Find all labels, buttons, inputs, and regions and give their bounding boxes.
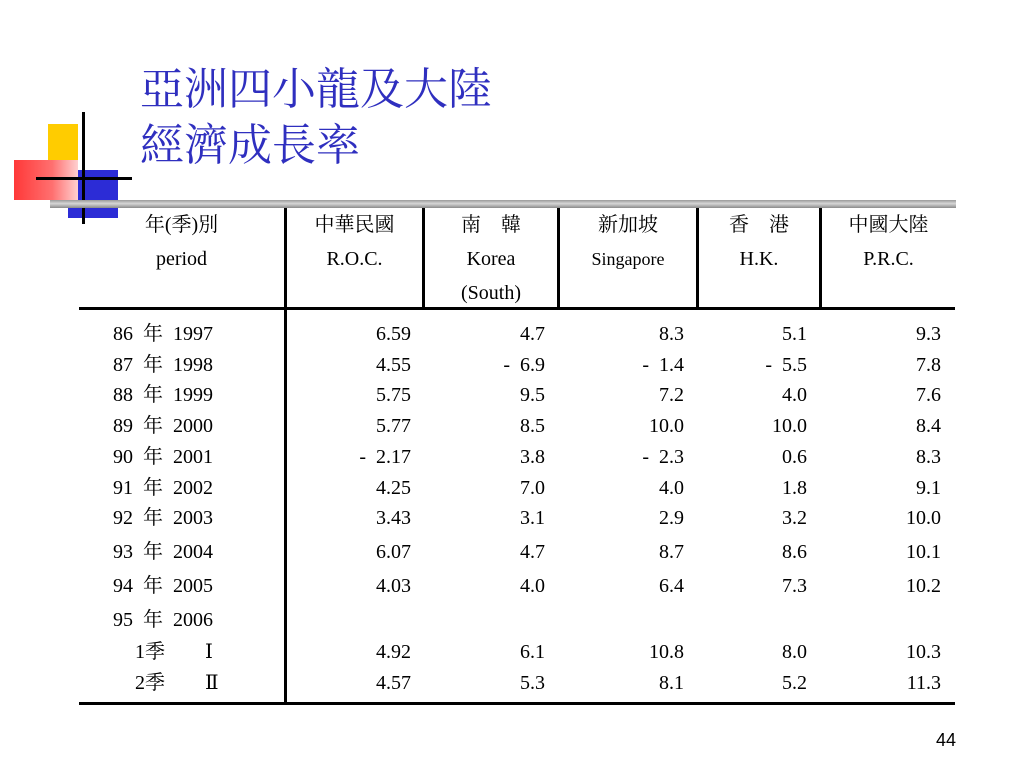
table-cell: 7.0 [520,477,545,499]
table-cell: 1.8 [782,477,807,499]
row-period: 92 年 2003 [113,507,213,529]
table-cell: 8.3 [659,323,684,345]
row-period: 90 年 2001 [113,446,213,468]
header-5-line-1: 香 港 [729,214,789,236]
table-cell: 4.7 [520,541,545,563]
table-cell: 10.1 [906,541,941,563]
header-1-line-2: period [155,248,208,270]
table-cell: 10.3 [906,641,941,663]
table-cell: 4.0 [659,477,684,499]
table-cell: 5.3 [520,672,545,694]
table-bottom-rule [79,702,955,705]
row-period: 88 年 1999 [113,384,213,406]
table-cell: 9.5 [520,384,545,406]
decor-horizontal-line [36,177,132,180]
table-cell: 4.0 [520,575,545,597]
table-cell: 7.2 [659,384,684,406]
table-cell: 9.1 [916,477,941,499]
row-period: 95 年 2006 [113,609,213,631]
table-cell: 4.7 [520,323,545,345]
table-cell: 8.1 [659,672,684,694]
table-cell: 8.3 [916,446,941,468]
table-cell: 8.5 [520,415,545,437]
row-period: 2季 Ⅱ [135,672,219,694]
table-cell: 8.4 [916,415,941,437]
table-cell: 4.57 [376,672,411,694]
row-period: 1季 Ⅰ [135,641,213,663]
table-cell: 7.3 [782,575,807,597]
table-cell: 3.2 [782,507,807,529]
table-cell: 6.1 [520,641,545,663]
header-2-line-2: R.O.C. [326,248,383,270]
title-line-1: 亞洲四小龍及大陸 [140,64,492,115]
row-period: 86 年 1997 [113,323,213,345]
table-cell: 6.4 [659,575,684,597]
table-cell: - 6.9 [503,354,545,376]
table-cell: 4.03 [376,575,411,597]
table-cell: 8.0 [782,641,807,663]
table-cell: 4.25 [376,477,411,499]
table-cell: - 1.4 [642,354,684,376]
row-period: 94 年 2005 [113,575,213,597]
table-cell: 4.92 [376,641,411,663]
row-period: 89 年 2000 [113,415,213,437]
header-6-line-1: 中國大陸 [848,214,929,236]
table-cell: 5.1 [782,323,807,345]
table-cell: 3.1 [520,507,545,529]
header-3-line-2: Korea [466,248,516,270]
table-cell: 8.7 [659,541,684,563]
header-3-line-1: 南 韓 [461,214,521,236]
row-period: 87 年 1998 [113,354,213,376]
table-cell: 8.6 [782,541,807,563]
header-2-line-1: 中華民國 [314,214,395,236]
table-cell: - 2.17 [359,446,411,468]
page-number: 44 [936,730,957,750]
growth-rate-table [79,208,955,706]
table-cell: 5.75 [376,384,411,406]
table-cell: 5.77 [376,415,411,437]
table-cell: 11.3 [906,672,941,694]
header-5-line-2: H.K. [739,248,779,270]
header-6-line-2: P.R.C. [863,248,914,270]
table-cell: 5.2 [782,672,807,694]
table-cell: 10.2 [906,575,941,597]
table-cell: 7.6 [916,384,941,406]
table-cell: 9.3 [916,323,941,345]
table-cell: - 2.3 [642,446,684,468]
table-cell: 3.8 [520,446,545,468]
table-cell: 0.6 [782,446,807,468]
table-cell: 7.8 [916,354,941,376]
table-cell: 4.0 [782,384,807,406]
header-1-line-1: 年(季)別 [144,214,219,236]
title-line-2: 經濟成長率 [140,120,360,171]
row-period: 93 年 2004 [113,541,213,563]
table-cell: 4.55 [376,354,411,376]
table-cell: 2.9 [659,507,684,529]
header-4-line-1: 新加坡 [598,214,658,236]
table-cell: 6.59 [376,323,411,345]
table-cell: 10.0 [649,415,684,437]
table-cell: 6.07 [376,541,411,563]
table-cell: 10.0 [772,415,807,437]
table-cell: 3.43 [376,507,411,529]
row-period: 91 年 2002 [113,477,213,499]
table-cell: - 5.5 [765,354,807,376]
table-cell: 10.8 [649,641,684,663]
table-cell: 10.0 [906,507,941,529]
decor-red-square [14,160,78,200]
title-divider [50,200,956,208]
header-3-line-3: (South) [461,282,521,304]
slide-title [140,62,492,174]
header-4-line-2: Singapore [591,249,665,269]
